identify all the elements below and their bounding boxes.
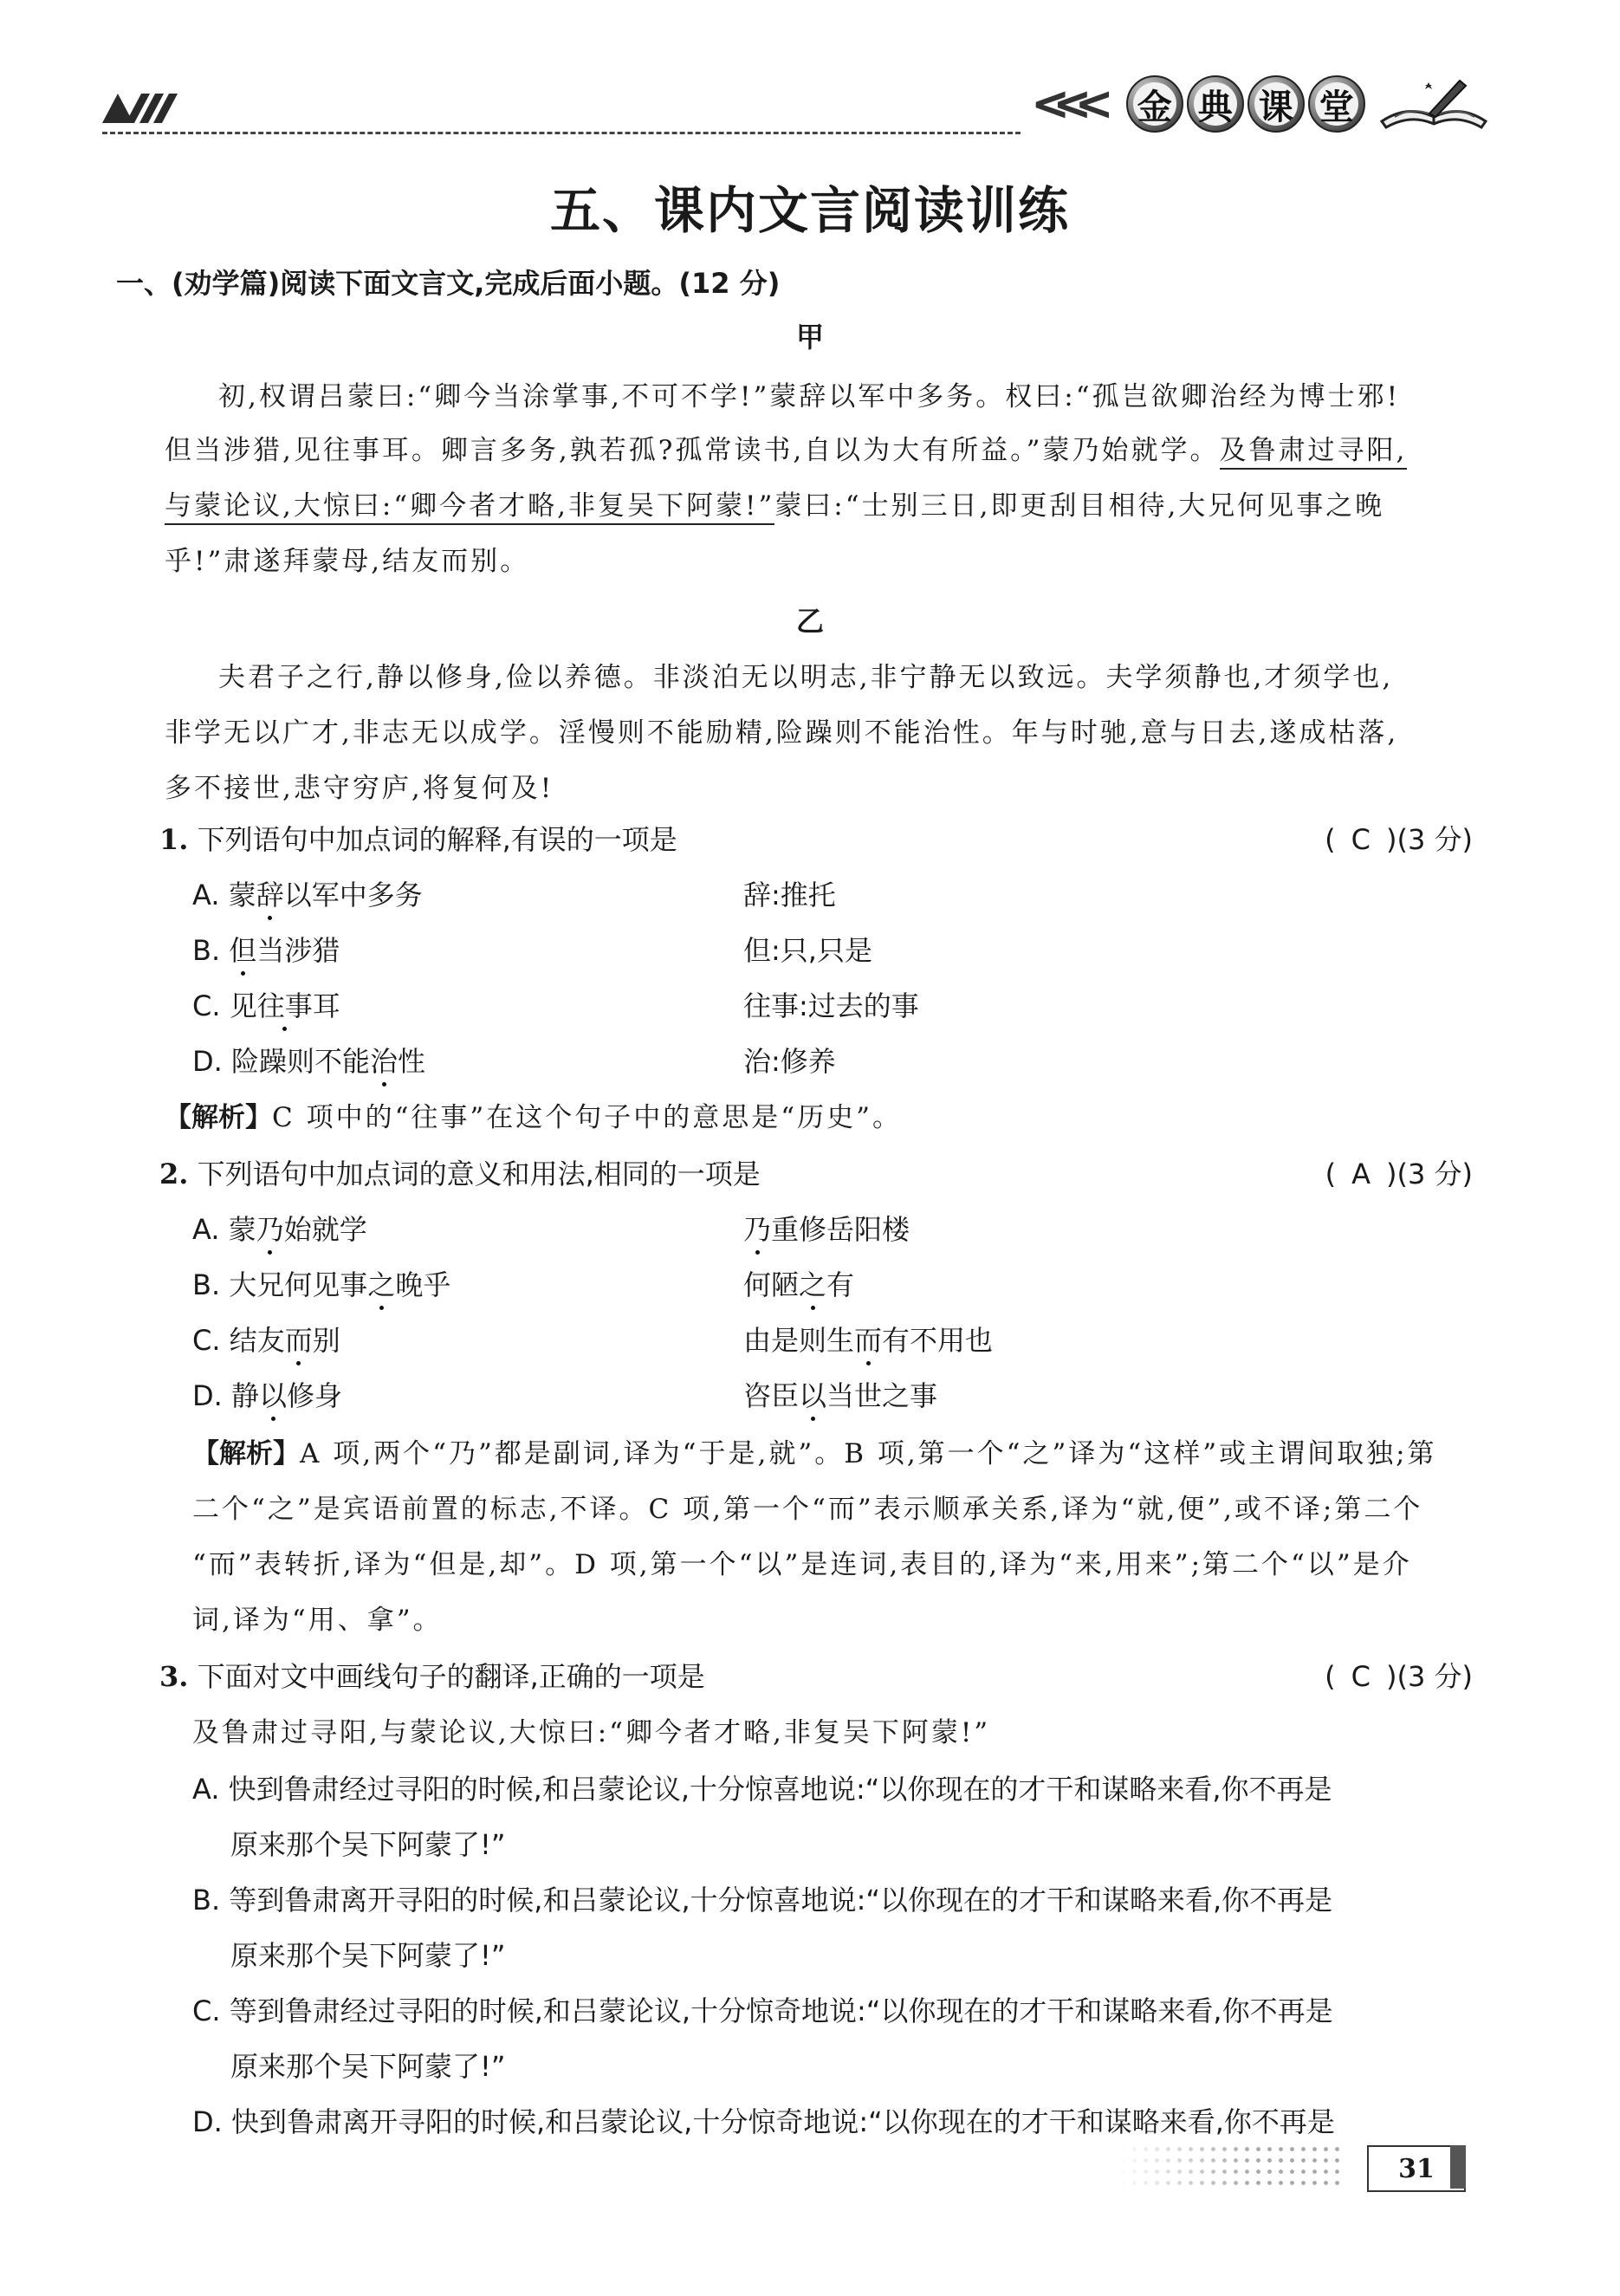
header-brand bbox=[1031, 69, 1490, 139]
q2-analysis-line-3: “而”表转折,译为“但是,却”。D 项,第一个“以”是连词,表目的,译为“来,用来”;第二个“以”是介 bbox=[192, 1549, 1412, 1580]
page-title: 五、课内文言阅读训练 bbox=[549, 181, 1070, 240]
q1-option-b-meaning: 但:只,只是 bbox=[743, 934, 872, 967]
passage-label-b: 乙 bbox=[795, 605, 824, 638]
passage-a-line-4: 乎!”肃遂拜蒙母,结友而别。 bbox=[165, 546, 530, 577]
q1-option-c: C. 见往事耳 bbox=[192, 984, 340, 1024]
question-2-stem: 2. 下列语句中加点词的意义和用法,相同的一项是 bbox=[159, 1158, 761, 1190]
header-stripes-icon bbox=[102, 94, 170, 130]
q1-option-a: A. 蒙辞以军中多务 bbox=[192, 873, 423, 913]
section-heading: 一、(劝学篇)阅读下面文言文,完成后面小题。(12 分) bbox=[116, 267, 781, 300]
question-3-stem: 3. 下面对文中画线句子的翻译,正确的一项是 bbox=[159, 1660, 705, 1693]
passage-b-line-2: 非学无以广才,非志无以成学。淫慢则不能励精,险躁则不能治性。年与时驰,意与日去,遂成枯落, bbox=[165, 717, 1399, 749]
brand-char: 堂 bbox=[1308, 75, 1365, 133]
brand-char: 课 bbox=[1247, 75, 1305, 133]
open-book-pen-icon bbox=[1377, 74, 1490, 134]
brand-char: 典 bbox=[1187, 75, 1244, 133]
q1-option-a-meaning: 辞:推托 bbox=[743, 879, 836, 911]
footer-dots-decoration bbox=[1118, 2144, 1343, 2192]
question-2-answer: ( A )(3 分) bbox=[1325, 1158, 1473, 1190]
q3-option-c-line-2: 原来那个吴下阿蒙了!” bbox=[230, 2050, 506, 2083]
q3-option-b-line-2: 原来那个吴下阿蒙了!” bbox=[230, 1939, 506, 1972]
passage-a-line-2: 但当涉猎,见往事耳。卿言多务,孰若孤?孤常读书,自以为大有所益。”蒙乃始就学。及鲁肃过寻阳, bbox=[165, 428, 1407, 467]
q2-option-c: C. 结友而别 bbox=[192, 1319, 340, 1359]
double-chevron-icon: <<< bbox=[1031, 76, 1097, 131]
q2-analysis-line-2: 二个“之”是宾语前置的标志,不译。C 项,第一个“而”表示顺承关系,译为“就,便”,或不译;第二个 bbox=[192, 1494, 1423, 1525]
header-divider bbox=[102, 132, 1021, 134]
q2-option-a: A. 蒙乃始就学 bbox=[192, 1208, 367, 1248]
brand-char: 金 bbox=[1126, 75, 1183, 133]
q2-analysis-line-4: 词,译为“用、拿”。 bbox=[192, 1605, 443, 1636]
page-tab-marker bbox=[1450, 2145, 1466, 2189]
question-1-answer: ( C )(3 分) bbox=[1325, 823, 1473, 856]
q3-option-b-line-1: B. 等到鲁肃离开寻阳的时候,和吕蒙论议,十分惊喜地说:“以你现在的才干和谋略来看,你不再是 bbox=[192, 1884, 1333, 1917]
passage-a-line-1: 初,权谓吕蒙曰:“卿今当涂掌事,不可不学!”蒙辞以军中多务。权曰:“孤岂欲卿治经为博士邪! bbox=[218, 381, 1401, 412]
q2-option-b-compare: 何陋之有 bbox=[743, 1263, 854, 1303]
q2-option-a-compare: 乃重修岳阳楼 bbox=[743, 1208, 910, 1248]
page-number: 31 bbox=[1367, 2145, 1466, 2192]
q2-option-d-compare: 咨臣以当世之事 bbox=[743, 1374, 937, 1414]
q1-option-d-meaning: 治:修养 bbox=[743, 1045, 836, 1078]
q2-option-b: B. 大兄何见事之晚乎 bbox=[192, 1263, 450, 1303]
q2-option-d: D. 静以修身 bbox=[192, 1374, 342, 1414]
q3-quoted-sentence: 及鲁肃过寻阳,与蒙论议,大惊曰:“卿今者才略,非复吴下阿蒙!” bbox=[192, 1717, 991, 1748]
q1-option-b: B. 但当涉猎 bbox=[192, 929, 340, 969]
q3-option-c-line-1: C. 等到鲁肃经过寻阳的时候,和吕蒙论议,十分惊奇地说:“以你现在的才干和谋略来看,你不再是 bbox=[192, 1994, 1333, 2027]
q3-option-a-line-2: 原来那个吴下阿蒙了!” bbox=[230, 1828, 506, 1861]
passage-b-line-1: 夫君子之行,静以修身,俭以养德。非淡泊无以明志,非宁静无以致远。夫学须静也,才须学也, bbox=[218, 662, 1394, 693]
underlined-sentence: 及鲁肃过寻阳, bbox=[1220, 435, 1408, 470]
passage-a-line-3: 与蒙论议,大惊曰:“卿今者才略,非复吴下阿蒙!”蒙曰:“士别三日,即更刮目相待,大兄何见事之晚 bbox=[165, 483, 1384, 522]
q1-option-c-meaning: 往事:过去的事 bbox=[743, 989, 919, 1022]
passage-label-a: 甲 bbox=[795, 321, 824, 353]
q3-option-a-line-1: A. 快到鲁肃经过寻阳的时候,和吕蒙论议,十分惊喜地说:“以你现在的才干和谋略来看,你不再是 bbox=[192, 1773, 1332, 1806]
question-3-answer: ( C )(3 分) bbox=[1325, 1660, 1473, 1693]
underlined-sentence: 与蒙论议,大惊曰:“卿今者才略,非复吴下阿蒙!” bbox=[165, 490, 774, 525]
q3-option-d-line-1: D. 快到鲁肃离开寻阳的时候,和吕蒙论议,十分惊奇地说:“以你现在的才干和谋略来看,你不再是 bbox=[192, 2105, 1335, 2138]
q2-option-c-compare: 由是则生而有不用也 bbox=[743, 1319, 993, 1359]
question-1-stem: 1. 下列语句中加点词的解释,有误的一项是 bbox=[159, 823, 677, 856]
q1-option-d: D. 险躁则不能治性 bbox=[192, 1040, 425, 1080]
q1-analysis: 【解析】C 项中的“往事”在这个句子中的意思是“历史”。 bbox=[165, 1102, 902, 1133]
q2-analysis-line-1: 【解析】A 项,两个“乃”都是副词,译为“于是,就”。B 项,第一个“之”译为“这样”或主谓间取独;第 bbox=[192, 1438, 1437, 1469]
passage-b-line-3: 多不接世,悲守穷庐,将复何及! bbox=[165, 773, 554, 804]
